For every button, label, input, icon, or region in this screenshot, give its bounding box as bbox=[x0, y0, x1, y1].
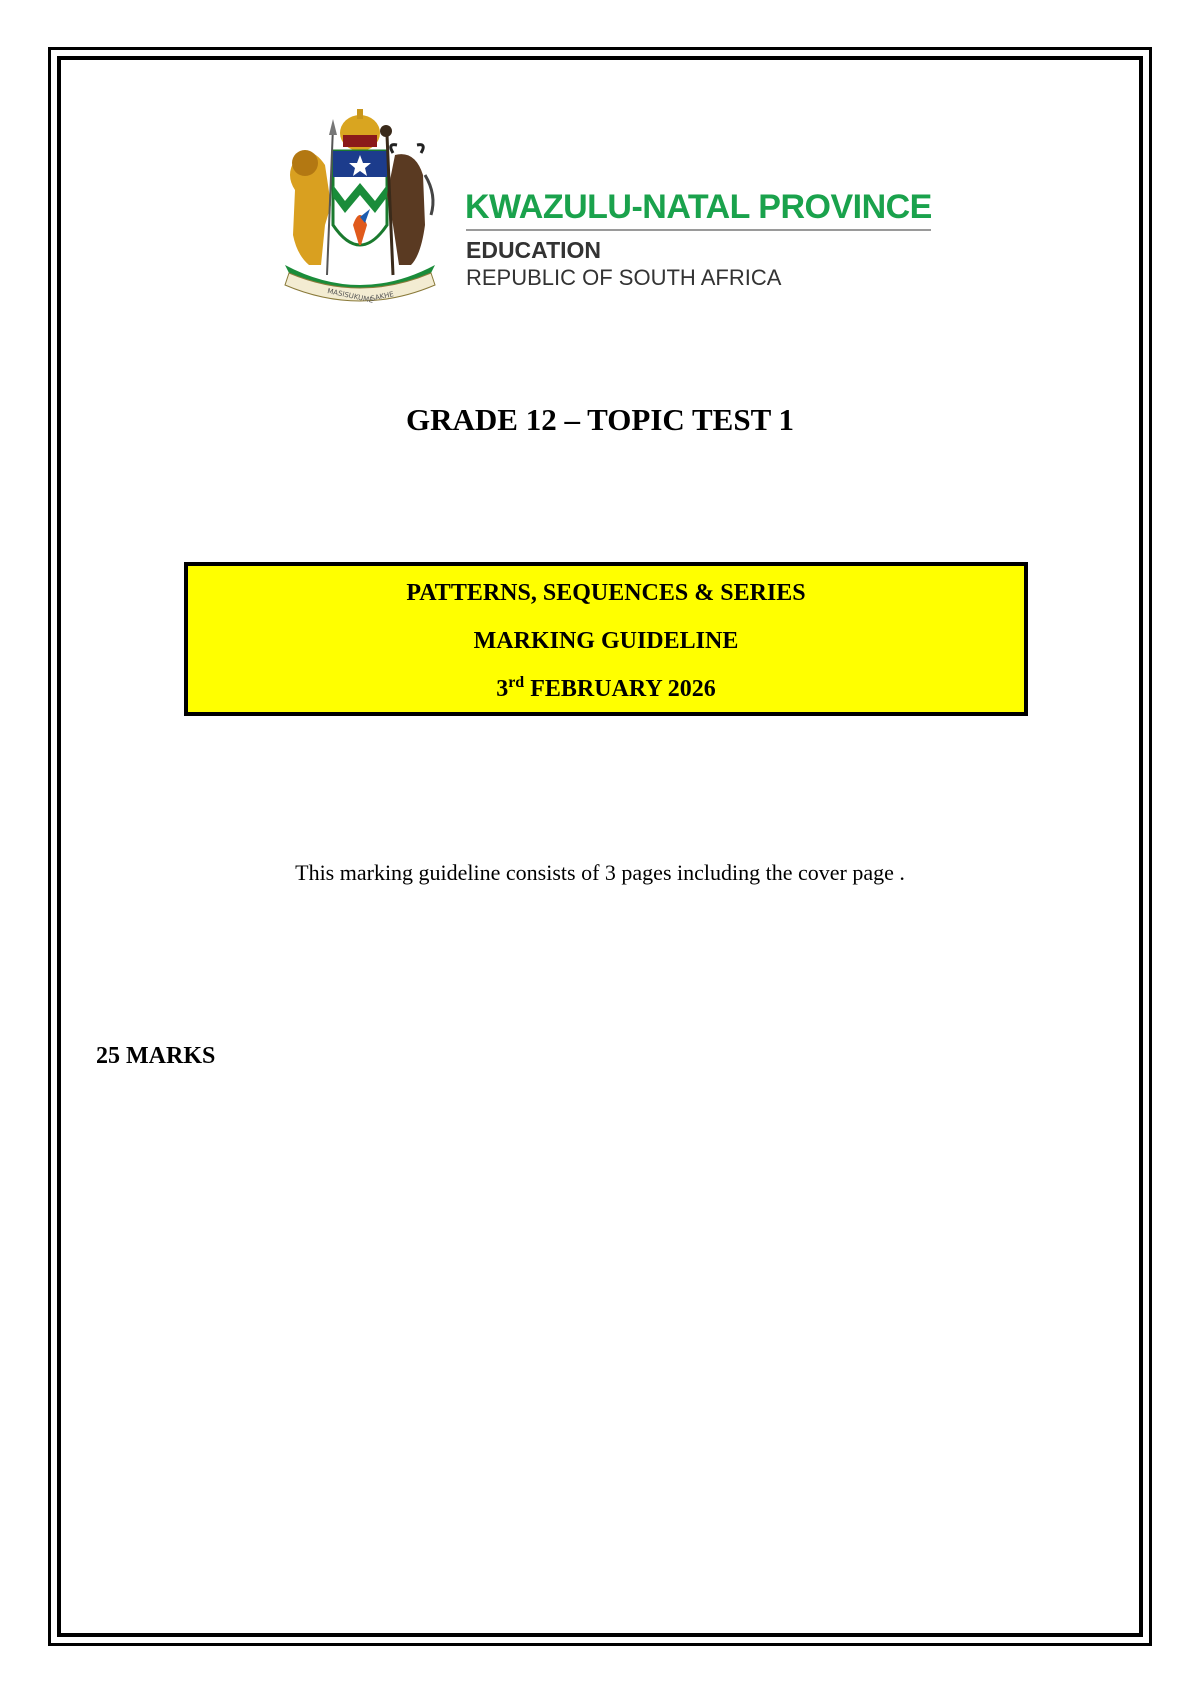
date-suffix: rd bbox=[508, 674, 525, 691]
date-month-year: FEBRUARY 2026 bbox=[530, 676, 716, 702]
org-department: EDUCATION bbox=[466, 237, 602, 263]
svg-text:MASISUKUME: MASISUKUME bbox=[326, 287, 375, 305]
header-logo-block bbox=[275, 105, 955, 310]
org-name: KWAZULU-NATAL PROVINCE bbox=[465, 188, 932, 226]
org-divider bbox=[466, 229, 931, 231]
total-marks: 25 MARKS bbox=[96, 1043, 216, 1069]
org-country: REPUBLIC OF SOUTH AFRICA bbox=[466, 265, 782, 290]
topic-highlight-box bbox=[184, 562, 1028, 716]
document-type: MARKING GUIDELINE bbox=[473, 628, 739, 654]
page-count-note: This marking guideline consists of 3 pages including the cover page . bbox=[295, 860, 905, 885]
date-day: 3 bbox=[496, 676, 509, 702]
test-title: GRADE 12 – TOPIC TEST 1 bbox=[406, 402, 794, 437]
test-date bbox=[188, 676, 1024, 703]
coat-of-arms-icon bbox=[275, 105, 445, 310]
svg-text:SAKHE: SAKHE bbox=[369, 290, 395, 303]
topic-name: PATTERNS, SEQUENCES & SERIES bbox=[406, 580, 806, 606]
